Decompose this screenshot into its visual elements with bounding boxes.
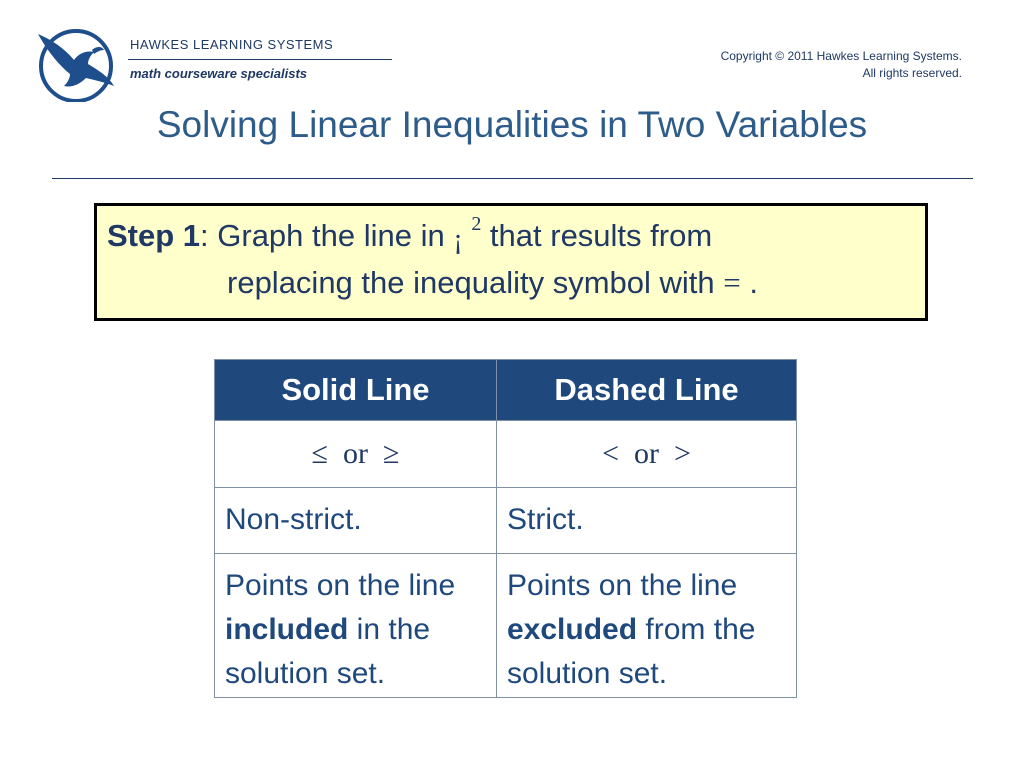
- brand-divider: [128, 59, 392, 60]
- step-text-a: : Graph the line in: [200, 218, 454, 253]
- brand-name: HAWKES LEARNING SYSTEMS: [130, 37, 334, 52]
- solid-desc-post: in the solution set.: [225, 613, 431, 690]
- step-line-1: [107, 213, 713, 255]
- dashed-symbols: < or >: [497, 421, 797, 488]
- solid-strictness: Non-strict.: [215, 488, 497, 554]
- line-type-table: [214, 359, 797, 698]
- dashed-desc-pre: Points on the line: [507, 569, 738, 602]
- step-text-b: that results from: [481, 218, 713, 253]
- solid-description: [215, 554, 497, 698]
- header-solid-line: Solid Line: [215, 360, 497, 421]
- copyright-line: Copyright © 2011 Hawkes Learning Systems.: [720, 49, 962, 63]
- step-label: Step 1: [107, 218, 201, 253]
- real-plane-symbol: ¡: [453, 224, 463, 255]
- copyright-notice: [721, 48, 962, 82]
- rights-line: All rights reserved.: [862, 66, 962, 80]
- solid-desc-pre: Points on the line: [225, 569, 456, 602]
- table-row: [215, 421, 797, 488]
- slide-title: Solving Linear Inequalities in Two Variables: [156, 104, 868, 145]
- eagle-logo-icon: [34, 26, 118, 102]
- step-period: .: [749, 265, 759, 300]
- step-line-2: [227, 265, 758, 301]
- step-text-c: replacing the inequality symbol with: [227, 265, 715, 300]
- solid-desc-bold: included: [225, 613, 349, 646]
- dashed-description: [497, 554, 797, 698]
- table-header-row: [215, 360, 797, 421]
- dashed-strictness: Strict.: [497, 488, 797, 554]
- superscript-two: 2: [471, 213, 482, 235]
- step-box: [94, 203, 928, 321]
- dashed-desc-bold: excluded: [507, 613, 638, 646]
- dashed-desc-post: from the solution set.: [507, 613, 756, 690]
- table-row: [215, 488, 797, 554]
- table-row: [215, 554, 797, 698]
- title-divider: [52, 178, 973, 179]
- header-dashed-line: Dashed Line: [497, 360, 797, 421]
- brand-tagline: math courseware specialists: [130, 66, 308, 81]
- equals-symbol: =: [723, 265, 741, 300]
- solid-symbols: ≤ or ≥: [215, 421, 497, 488]
